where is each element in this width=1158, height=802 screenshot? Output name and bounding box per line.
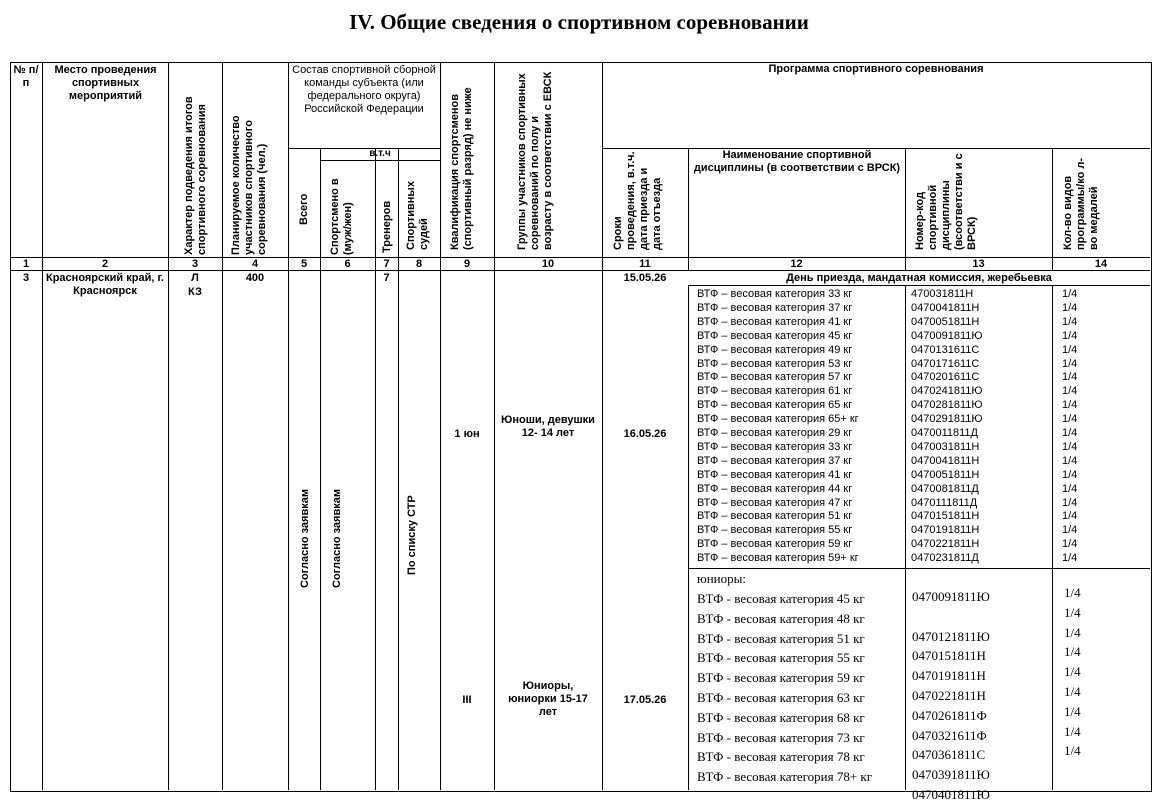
header-program: Программа спортивного соревнования	[768, 63, 984, 75]
total-cell: Согласно заявкам	[299, 489, 311, 588]
medal-count: 1/4	[1062, 468, 1078, 481]
discipline-code: 0470091811Ю	[911, 329, 983, 342]
discipline-name: ВТФ – весовая категория 33 кг	[697, 288, 853, 300]
col-number: 1	[22, 258, 30, 270]
discipline-code: 0470321611Ф	[912, 727, 987, 743]
header-col12: Наименование спортивной дисциплины (в соответствии с ВРСК)	[693, 149, 901, 174]
discipline-code: 0470201611С	[911, 371, 980, 384]
discipline-code: 0470051811Н	[911, 468, 980, 481]
discipline-code: 0470361811С	[912, 747, 986, 763]
discipline-name: ВТФ - весовая категория 48 кг	[697, 610, 865, 626]
discipline-code: 0470151811Н	[912, 648, 986, 664]
athletes-cell: Согласно заявкам	[331, 489, 343, 588]
discipline-code: 470031811Н	[911, 288, 974, 300]
col-number: 12	[790, 258, 803, 270]
discipline-code: 0470231811Д	[911, 552, 979, 565]
discipline-name: ВТФ – весовая категория 57 кг	[697, 371, 853, 384]
header-col6: Спортсмено в (муж/жен)	[329, 178, 354, 255]
discipline-name: ВТФ – весовая категория 65 кг	[697, 399, 853, 412]
medal-count: 1/4	[1064, 644, 1081, 660]
discipline-name: ВТФ – весовая категория 29 кг	[697, 427, 853, 439]
discipline-name: ВТФ – весовая категория 61 кг	[697, 385, 853, 398]
col-number: 9	[463, 258, 471, 270]
block1-qualification: 1 юн	[454, 428, 480, 440]
header-col5: Всего	[298, 193, 310, 225]
discipline-code: 0470111811Д	[911, 496, 978, 509]
grid-line	[42, 62, 43, 790]
medal-count: 1/4	[1062, 482, 1078, 495]
col-number: 11	[639, 258, 651, 270]
discipline-code: 0470261811Ф	[912, 707, 987, 723]
medal-count: 1/4	[1062, 496, 1078, 509]
header-col3: Характер подведения итогов спортивного соревнования	[183, 96, 208, 255]
col-number: 2	[101, 258, 109, 270]
medal-count: 1/4	[1062, 552, 1078, 565]
discipline-code: 0470221811Н	[911, 538, 980, 551]
discipline-name: ВТФ - весовая категория 68 кг	[697, 709, 865, 725]
header-vtch: в.т.ч	[369, 148, 391, 159]
grid-line	[398, 148, 399, 790]
discipline-name: ВТФ - весовая категория 51 кг	[697, 630, 865, 646]
place-cell: Красноярский край, г. Красноярск	[46, 272, 164, 297]
grid-line	[688, 286, 689, 790]
header-col7: Тренеров	[381, 200, 393, 253]
medal-count: 1/4	[1062, 510, 1078, 523]
header-col11: Сроки проведения, в.т.ч. дата приезда и дата отъезда	[612, 151, 663, 250]
discipline-code: 0470031811Н	[911, 440, 980, 453]
discipline-name: ВТФ - весовая категория 45 кг	[697, 591, 865, 606]
discipline-name: ВТФ – весовая категория 41 кг	[697, 468, 853, 481]
block2-group: Юниоры, юниорки 15-17 лет	[508, 680, 588, 718]
grid-line	[168, 62, 169, 790]
col-number: 7	[383, 258, 390, 270]
medal-count: 1/4	[1062, 454, 1078, 467]
discipline-name: ВТФ – весовая категория 51 кг	[697, 510, 853, 523]
medal-count: 1/4	[1064, 684, 1081, 699]
discipline-code: 0470221811Н	[912, 688, 986, 703]
header-col9: Квалификация спортсменов (спортивный разряд) не ниже	[449, 87, 474, 250]
judges-cell: По списку СТР	[406, 495, 418, 575]
grid-line	[1052, 286, 1053, 790]
medal-count: 1/4	[1062, 413, 1078, 426]
medal-count: 1/4	[1064, 585, 1081, 600]
discipline-name: ВТФ – весовая категория 47 кг	[697, 496, 853, 509]
discipline-code: 0470081811Д	[911, 482, 979, 495]
col-number: 6	[344, 258, 351, 270]
header-team: Состав спортивной сборной команды субъекта (или федерального округа) Российской Федерации	[292, 64, 436, 115]
discipline-code: 0470011811Д	[911, 427, 978, 439]
medal-count: 1/4	[1064, 723, 1081, 739]
discipline-name: ВТФ - весовая категория 78 кг	[697, 749, 865, 765]
grid-line	[375, 148, 376, 790]
coaches-cell: 7	[383, 272, 390, 284]
character-cell: Л	[191, 272, 199, 284]
block2-date: 17.05.26	[623, 694, 667, 706]
discipline-name: ВТФ – весовая категория 37 кг	[697, 454, 853, 467]
medal-count: 1/4	[1064, 624, 1081, 640]
arrival-text: День приезда, мандатная комиссия, жеребьевка	[786, 272, 1052, 284]
discipline-code: 0470191811Н	[912, 668, 986, 684]
discipline-name: ВТФ – весовая категория 59 кг	[697, 538, 853, 551]
grid-line	[440, 62, 441, 790]
header-col1: № п/п	[13, 64, 39, 89]
medal-count: 1/4	[1062, 524, 1078, 537]
medal-count: 1/4	[1064, 703, 1081, 719]
grid-line	[688, 568, 1150, 569]
discipline-name: ВТФ - весовая категория 73 кг	[697, 729, 865, 745]
medal-count: 1/4	[1062, 301, 1078, 314]
medal-count: 1/4	[1064, 664, 1081, 680]
discipline-code: 0470131611С	[911, 343, 980, 356]
discipline-name: ВТФ – весовая категория 44 кг	[697, 482, 853, 495]
block1-date: 16.05.26	[623, 428, 667, 440]
grid-line	[905, 148, 906, 270]
grid-line	[905, 286, 906, 790]
header-col13: Номер-код спортивной дисциплины (всоответстви и с ВРСК)	[914, 153, 978, 250]
discipline-code: 0470281811Ю	[911, 399, 983, 412]
medal-count: 1/4	[1064, 743, 1081, 759]
discipline-code: 0470401811Ю	[912, 787, 990, 802]
discipline-code: 0470291811Ю	[911, 413, 983, 426]
medal-count: 1/4	[1062, 315, 1078, 328]
header-col8: Спортивных судей	[405, 181, 430, 250]
block2-heading: юниоры:	[697, 571, 746, 586]
medal-count: 1/4	[1062, 427, 1078, 439]
medal-count: 1/4	[1062, 538, 1078, 551]
discipline-name: ВТФ – весовая категория 65+ кг	[697, 413, 859, 426]
discipline-code: 0470051811Н	[911, 315, 980, 328]
block2-qualification: III	[462, 694, 472, 706]
discipline-name: ВТФ – весовая категория 41 кг	[697, 315, 853, 328]
medal-count: 1/4	[1062, 357, 1078, 370]
col-number: 8	[415, 258, 423, 270]
grid-line	[494, 62, 495, 790]
grid-line	[602, 62, 603, 790]
discipline-name: ВТФ – весовая категория 59+ кг	[697, 552, 859, 565]
grid-line	[320, 148, 321, 790]
discipline-code: 0470191811Н	[911, 524, 980, 537]
grid-line	[1052, 148, 1053, 270]
header-col4: Планируемое количество участников спортивного соревнования (чел.)	[230, 115, 268, 255]
discipline-name: ВТФ – весовая категория 45 кг	[697, 329, 853, 342]
discipline-code: 0470121811Ю	[912, 628, 990, 644]
col-number: 4	[251, 258, 259, 270]
discipline-name: ВТФ - весовая категория 78+ кг	[697, 769, 873, 785]
medal-count: 1/4	[1064, 604, 1081, 620]
discipline-code: 0470041811Н	[911, 454, 980, 467]
planned-cell: 400	[245, 272, 265, 284]
discipline-name: ВТФ – весовая категория 37 кг	[697, 301, 853, 314]
medal-count: 1/4	[1062, 399, 1078, 412]
medal-count: 1/4	[1062, 385, 1078, 398]
discipline-name: ВТФ – весовая категория 33 кг	[697, 440, 853, 453]
discipline-code: 0470391811Ю	[912, 767, 990, 783]
grid-line	[288, 62, 289, 790]
col-number: 13	[972, 258, 985, 270]
grid-line	[688, 285, 1150, 286]
medal-count: 1/4	[1062, 371, 1078, 384]
discipline-name: ВТФ - весовая категория 55 кг	[697, 650, 865, 666]
col-number: 14	[1094, 258, 1108, 270]
grid-line	[688, 148, 689, 270]
arrival-date: 15.05.26	[623, 272, 667, 284]
page-title: IV. Общие сведения о спортивном соревновании	[349, 10, 809, 34]
discipline-name: ВТФ - весовая категория 59 кг	[697, 670, 865, 686]
discipline-name: ВТФ – весовая категория 55 кг	[697, 524, 853, 537]
medal-count: 1/4	[1062, 329, 1078, 342]
discipline-code: 0470171611С	[911, 357, 980, 370]
medal-count: 1/4	[1062, 343, 1078, 356]
col-number: 3	[191, 258, 199, 270]
discipline-name: ВТФ – весовая категория 49 кг	[697, 343, 853, 356]
discipline-code: 0470151811Н	[911, 510, 980, 523]
discipline-name: ВТФ – весовая категория 53 кг	[697, 357, 853, 370]
grid-line	[222, 62, 223, 790]
discipline-code: 0470241811Ю	[911, 385, 983, 398]
col-number: 10	[541, 258, 555, 270]
discipline-code: 0470091811Ю	[912, 589, 990, 604]
block1-group: Юноши, девушки 12- 14 лет	[501, 414, 595, 439]
grid-line	[320, 160, 440, 161]
discipline-name: ВТФ - весовая категория 63 кг	[697, 690, 865, 705]
col-number: 5	[300, 258, 308, 270]
medal-count: 1/4	[1062, 440, 1078, 453]
header-col14: Кол-во видов программы/ко л-во медалей	[1062, 157, 1100, 250]
discipline-code: 0470041811Н	[911, 301, 980, 314]
row-number: 3	[22, 272, 30, 284]
medal-count: 1/4	[1062, 288, 1078, 300]
header-col2: Место проведения спортивных мероприятий	[54, 64, 157, 102]
character-cell: КЗ	[187, 286, 202, 298]
header-col10: Группы участников спортивных соревнований по полу и возрасту в соответствии с ЕВСК	[516, 71, 554, 250]
